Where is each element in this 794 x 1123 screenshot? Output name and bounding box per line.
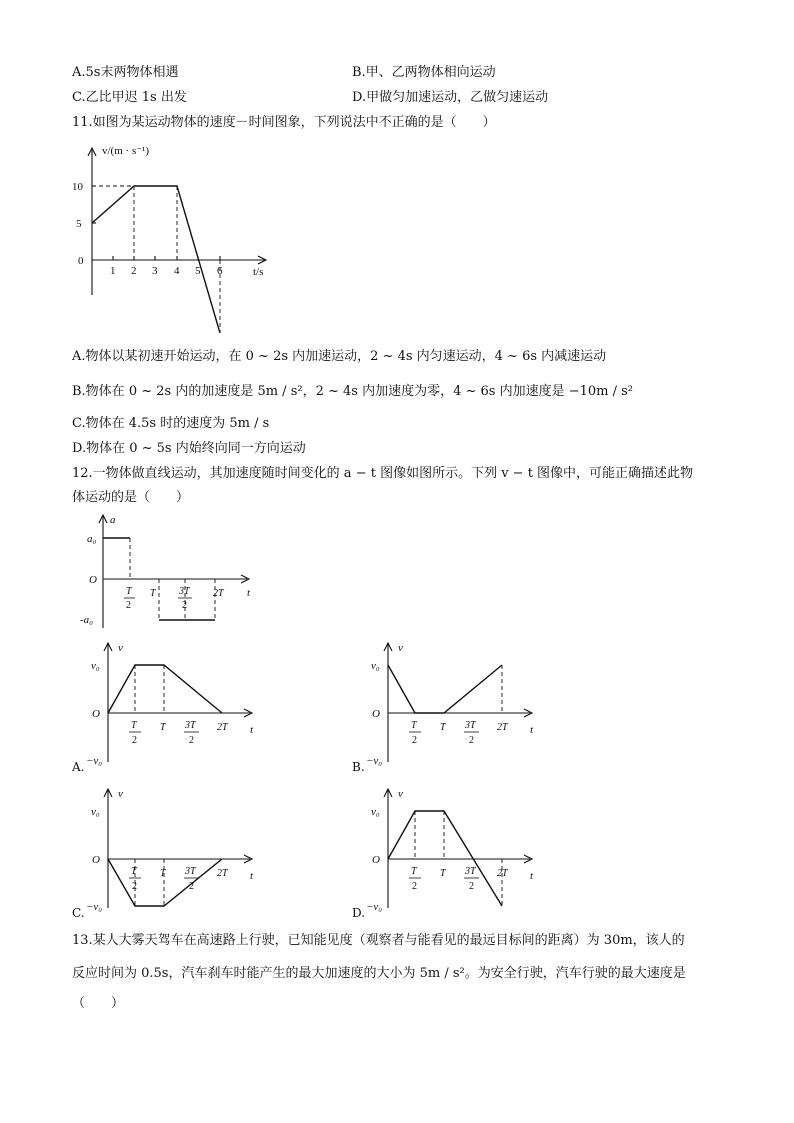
q11-ylabel-5: 5 bbox=[76, 218, 82, 230]
at-origin: O bbox=[89, 574, 97, 586]
q11-xlabel-2: 2 bbox=[131, 265, 137, 277]
vt-v0: v₀ bbox=[371, 660, 380, 672]
q11-ylabel-10: 10 bbox=[72, 181, 83, 193]
vt-3T-num: 3T bbox=[465, 866, 476, 877]
vt-x-label: t bbox=[530, 870, 534, 882]
q11-option-c: C.物体在 4.5s 时的速度为 5m / s bbox=[72, 416, 270, 431]
vt-velocity-line bbox=[108, 665, 222, 713]
vt-y-label: v bbox=[118, 788, 123, 800]
at-x-label: t bbox=[247, 587, 251, 599]
at-T-half-num: T bbox=[126, 586, 132, 597]
q13-line1: 13.某人大雾天驾车在高速路上行驶，已知能见度（观察者与能看见的最远目标间的距离）为 30m，该人的 bbox=[72, 933, 685, 948]
q12-stem-line2: 体运动的是（ ） bbox=[72, 490, 190, 505]
at-a0: a₀ bbox=[87, 533, 97, 545]
vt-T-half-den: 2 bbox=[132, 735, 137, 746]
q11-x-label: t/s bbox=[253, 266, 264, 278]
vt-svg-a bbox=[70, 636, 270, 766]
vt-velocity-line bbox=[388, 665, 502, 713]
vt-x-label: t bbox=[250, 724, 254, 736]
vt-T-half-num: T bbox=[411, 720, 417, 731]
q11-vt-graph bbox=[70, 140, 290, 340]
q13-line2: 反应时间为 0.5s，汽车刹车时能产生的最大加速度的大小为 5m / s²。为安全行驶，汽车行驶的最大速度是 bbox=[72, 966, 686, 981]
at-T-half-den: 2 bbox=[126, 600, 131, 611]
at-T: T bbox=[150, 588, 156, 599]
vt-x-label: t bbox=[530, 724, 534, 736]
q12-option-c-graph bbox=[70, 782, 270, 916]
q11-xlabel-1: 1 bbox=[110, 265, 116, 277]
vt-v0: v₀ bbox=[91, 660, 100, 672]
q12-stem-line1: 12.一物体做直线运动，其加速度随时间变化的 a − t 图像如图所示。下列 v − t 图像中，可能正确描述此物 bbox=[72, 466, 694, 481]
at-neg-a0: -a₀ bbox=[80, 614, 93, 626]
q10-option-d: D.甲做匀加速运动，乙做匀速运动 bbox=[352, 90, 549, 105]
vt-2T: 2T bbox=[217, 722, 228, 733]
vt-svg-c bbox=[70, 782, 270, 912]
q12-option-a-graph bbox=[70, 636, 270, 770]
vt-3T-num: 3T bbox=[185, 720, 196, 731]
vt-neg-v0: −v₀ bbox=[86, 901, 103, 913]
vt-y-label: v bbox=[398, 642, 403, 654]
vt-T-half-num: T bbox=[131, 866, 137, 877]
vt-origin: O bbox=[372, 854, 380, 866]
vt-neg-v0: −v₀ bbox=[366, 901, 383, 913]
q11-xlabel-5: 5 bbox=[195, 265, 201, 277]
at-3T-den: 2 bbox=[182, 600, 187, 611]
vt-2T: 2T bbox=[497, 722, 508, 733]
q12-option-b-graph bbox=[350, 636, 550, 770]
q11-stem: 11.如图为某运动物体的速度－时间图象，下列说法中不正确的是（ ） bbox=[72, 115, 496, 130]
vt-T: T bbox=[160, 722, 166, 733]
vt-3T-num: 3T bbox=[185, 866, 196, 877]
vt-T-half-den: 2 bbox=[412, 881, 417, 892]
q10-option-a: A.5s末两物体相遇 bbox=[72, 65, 179, 80]
vt-origin: O bbox=[92, 854, 100, 866]
q11-xlabel-3: 3 bbox=[152, 265, 158, 277]
q11-y-label: v/(m · s⁻¹) bbox=[102, 145, 149, 157]
vt-neg-v0: −v₀ bbox=[86, 755, 103, 767]
at-y-label: a bbox=[110, 514, 116, 526]
q11-ylabel-0: 0 bbox=[78, 255, 84, 267]
vt-svg-d bbox=[350, 782, 550, 912]
vt-3T-den: 2 bbox=[469, 881, 474, 892]
at-3T-num: 3T bbox=[179, 586, 190, 597]
q11-xlabel-4: 4 bbox=[174, 265, 180, 277]
vt-3T-num: 3T bbox=[465, 720, 476, 731]
vt-y-label: v bbox=[118, 642, 123, 654]
q12-at-graph bbox=[75, 510, 275, 635]
vt-origin: O bbox=[92, 708, 100, 720]
q11-option-b: B.物体在 0 ~ 2s 内的加速度是 5m / s²，2 ~ 4s 内加速度为零，4 ~ 6s 内加速度是 −10m / s² bbox=[72, 384, 634, 399]
q12-option-d-label[interactable]: D. bbox=[352, 906, 366, 920]
vt-T-half-den: 2 bbox=[412, 735, 417, 746]
vt-T: T bbox=[160, 868, 166, 879]
vt-3T-den: 2 bbox=[469, 735, 474, 746]
q12-option-d-graph bbox=[350, 782, 550, 916]
at-2T: 2T bbox=[213, 588, 224, 599]
vt-velocity-line bbox=[108, 859, 222, 906]
vt-neg-v0: −v₀ bbox=[366, 755, 383, 767]
vt-T: T bbox=[440, 868, 446, 879]
q12-option-a-label[interactable]: A. bbox=[72, 760, 85, 774]
vt-svg-b bbox=[350, 636, 550, 766]
vt-3T-den: 2 bbox=[189, 881, 194, 892]
vt-2T: 2T bbox=[217, 868, 228, 879]
q12-option-c-label[interactable]: C. bbox=[72, 906, 85, 920]
vt-3T-den: 2 bbox=[189, 735, 194, 746]
q10-option-b: B.甲、乙两物体相向运动 bbox=[352, 65, 496, 80]
vt-origin: O bbox=[372, 708, 380, 720]
q13-line3: （ ） bbox=[72, 996, 125, 1011]
vt-T: T bbox=[440, 722, 446, 733]
vt-2T: 2T bbox=[497, 868, 508, 879]
q11-option-a: A.物体以某初速开始运动，在 0 ~ 2s 内加速运动，2 ~ 4s 内匀速运动，4 ~ 6s 内减速运动 bbox=[72, 349, 607, 364]
q11-xlabel-6: 6 bbox=[217, 265, 223, 277]
vt-v0: v₀ bbox=[371, 806, 380, 818]
q10-option-c: C.乙比甲迟 1s 出发 bbox=[72, 90, 187, 105]
vt-x-label: t bbox=[250, 870, 254, 882]
vt-T-half-num: T bbox=[411, 866, 417, 877]
q12-option-b-label[interactable]: B. bbox=[352, 760, 365, 774]
vt-T-half-num: T bbox=[131, 720, 137, 731]
q11-option-d: D.物体在 0 ~ 5s 内始终向同一方向运动 bbox=[72, 441, 306, 456]
vt-y-label: v bbox=[398, 788, 403, 800]
vt-T-half-den: 2 bbox=[132, 881, 137, 892]
vt-v0: v₀ bbox=[91, 806, 100, 818]
